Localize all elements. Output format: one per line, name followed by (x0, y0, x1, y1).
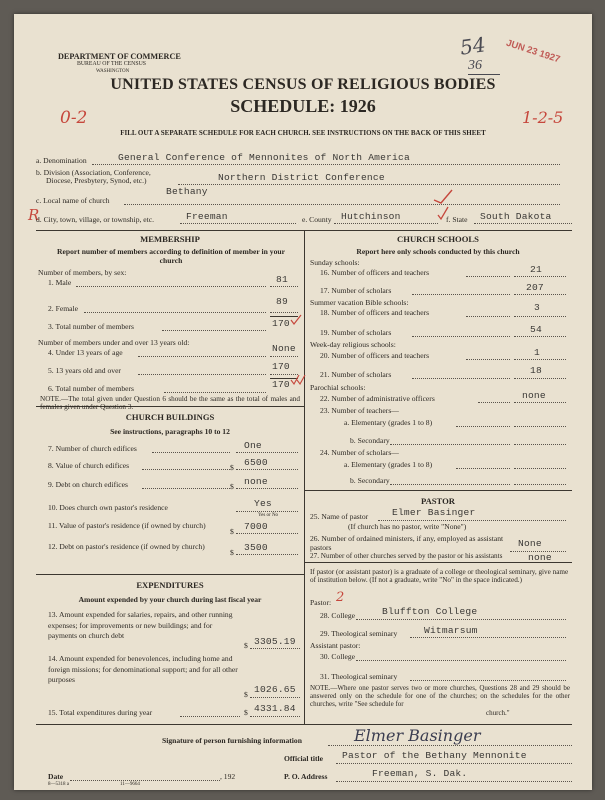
signature-label: Signature of person furnishing information (162, 736, 302, 745)
assistant-pastor-label: Assistant pastor: (310, 641, 361, 650)
q25-line (378, 520, 566, 521)
q9-line (236, 488, 298, 489)
q16-leader (466, 276, 510, 277)
denomination-label: a. Denomination (36, 156, 87, 165)
q23a-label: a. Elementary (grades 1 to 8) (344, 418, 433, 427)
q13-dollar: $ (244, 641, 248, 650)
q24b-leader (390, 484, 510, 485)
q1-value[interactable]: 81 (276, 274, 288, 285)
q29-value[interactable]: Witmarsum (424, 625, 478, 636)
q29-label: 29. Theological seminary (320, 629, 398, 638)
q22-line (514, 402, 566, 403)
state-value[interactable]: South Dakota (480, 211, 552, 222)
church-name-value[interactable]: Bethany (166, 186, 208, 197)
q28-line (356, 619, 566, 620)
q16-value[interactable]: 21 (530, 264, 542, 275)
q6-leader (164, 392, 266, 393)
q21-value[interactable]: 18 (530, 365, 542, 376)
division-label-2: Diocese, Presbytery, Synod, etc.) (46, 176, 147, 185)
signature-value[interactable]: Elmer Basinger (354, 726, 481, 745)
pastor-sub-label: Pastor: (310, 598, 332, 607)
city-value[interactable]: Freeman (186, 211, 228, 222)
q16-line (514, 276, 566, 277)
schools-heading: CHURCH SCHOOLS (397, 234, 479, 244)
left-note: 0-2 (60, 108, 88, 128)
buildings-rule (36, 574, 304, 575)
date-year: , 192 (220, 772, 236, 781)
q9-value[interactable]: none (244, 476, 268, 487)
state-label: f. State (446, 215, 468, 224)
q3-label: 3. Total number of members (48, 322, 135, 331)
address-value[interactable]: Freeman, S. Dak. (372, 768, 468, 779)
q31-line (410, 680, 566, 681)
schools-sub: Report here only schools conducted by this church (356, 247, 520, 256)
age-intro: Number of members under and over 13 years old: (38, 338, 190, 347)
q15-leader (180, 716, 240, 717)
membership-intro: Report number of members according to definition of member in your church (57, 247, 285, 265)
q18-value[interactable]: 3 (534, 302, 540, 313)
department-label: DEPARTMENT OF COMMERCE (58, 52, 181, 61)
summer-label: Summer vacation Bible schools: (310, 298, 409, 307)
bureau-label: BUREAU OF THE CENSUS (77, 61, 146, 67)
q21-line (514, 378, 566, 379)
q8-value[interactable]: 6500 (244, 457, 268, 468)
q10-hint: Yes or No (258, 513, 279, 518)
q14-value[interactable]: 1026.65 (254, 684, 296, 695)
q28-value[interactable]: Bluffton College (382, 606, 478, 617)
division-label: b. Division (Association, Conference, (36, 168, 151, 177)
q7-label: 7. Number of church edifices (48, 444, 137, 453)
q4-label: 4. Under 13 years of age (48, 348, 123, 357)
q22-leader (478, 402, 510, 403)
q24-label: 24. Number of scholars— (320, 448, 399, 457)
q24b-line (514, 484, 566, 485)
instruction-line: FILL OUT A SEPARATE SCHEDULE FOR EACH CHURCH. SEE INSTRUCTIONS ON THE BACK OF THIS SHEET (120, 129, 486, 137)
q7-value[interactable]: One (244, 440, 262, 451)
city-label: d. City, town, village, or township, etc. (36, 215, 155, 224)
q29-line (410, 637, 566, 638)
q4-value[interactable]: None (272, 343, 296, 354)
check-mark-icon (290, 374, 306, 386)
q19-line (514, 336, 566, 337)
county-label: e. County (302, 215, 332, 224)
q1-label: 1. Male (48, 278, 72, 287)
q21-leader (412, 378, 510, 379)
q6-value[interactable]: 170 (272, 379, 290, 390)
form-number: 8—5318 a (48, 782, 69, 787)
check-mark-icon (290, 314, 302, 326)
q11-label: 11. Value of pastor's residence (if owned by church) (48, 521, 206, 530)
q3-value[interactable]: 170 (272, 318, 290, 329)
q18-line (514, 316, 566, 317)
q23b-line (514, 444, 566, 445)
q23b-label: b. Secondary (350, 436, 390, 445)
parochial-label: Parochial schools: (310, 383, 366, 392)
pastor-note-end: church." (486, 709, 510, 717)
q12-value[interactable]: 3500 (244, 542, 268, 553)
census-schedule-sheet (14, 14, 592, 790)
denomination-value[interactable]: General Conference of Mennonites of North America (118, 152, 410, 163)
q21-label: 21. Number of scholars (320, 370, 392, 379)
q1-line (270, 286, 298, 287)
q22-label: 22. Number of administrative officers (320, 394, 435, 403)
q24a-line (514, 468, 566, 469)
division-value[interactable]: Northern District Conference (218, 172, 385, 183)
q23b-leader (390, 444, 510, 445)
buildings-heading: CHURCH BUILDINGS (125, 412, 215, 422)
address-line (336, 781, 572, 782)
q8-dollar: $ (230, 463, 234, 472)
q11-line (236, 533, 298, 534)
print-number: 11—9664 (120, 782, 140, 787)
q12-dollar: $ (230, 548, 234, 557)
check-mark-icon (432, 188, 454, 206)
stamp-number: 54 (458, 32, 487, 60)
q20-line (514, 359, 566, 360)
expenditures-sub: Amount expended by your church during last fiscal year (78, 595, 262, 604)
q7-line (236, 452, 298, 453)
q24a-leader (456, 468, 510, 469)
church-name-line (124, 204, 560, 205)
q23a-line (514, 426, 566, 427)
q19-label: 19. Number of scholars (320, 328, 392, 337)
q5-leader (138, 374, 266, 375)
q13-value[interactable]: 3305.19 (254, 636, 296, 647)
pastor-heading: PASTOR (420, 496, 456, 506)
weekday-label: Week-day religious schools: (310, 340, 396, 349)
q2-line (270, 312, 298, 313)
bottom-rule (36, 724, 572, 725)
address-label: P. O. Address (284, 772, 328, 781)
q24a-label: a. Elementary (grades 1 to 8) (344, 460, 433, 469)
pastor-note: NOTE.—Where one pastor serves two or more churches, Questions 28 and 29 should be answered only on the schedule for one of the churches; on the schedules for the other churches, write "See schedule for (310, 684, 570, 709)
membership-note: NOTE.—The total given under Question 6 should be the same as the total of males and females given under Question 3. (40, 395, 300, 412)
q26-value[interactable]: None (518, 538, 542, 549)
q14-dollar: $ (244, 690, 248, 699)
q10-label: 10. Does church own pastor's residence (48, 503, 168, 512)
q28-label: 28. College (320, 611, 356, 620)
q7-leader (152, 452, 230, 453)
stamp-box: 36 (468, 58, 500, 75)
church-name-label: c. Local name of church (36, 196, 110, 205)
q16-label: 16. Number of officers and teachers (320, 268, 430, 277)
q10-line (236, 511, 298, 512)
column-divider (304, 230, 305, 724)
official-title-value[interactable]: Pastor of the Bethany Mennonite (342, 750, 527, 761)
q15-label: 15. Total expenditures during year (48, 708, 153, 717)
division-line (178, 184, 560, 185)
q20-leader (466, 359, 510, 360)
q3-leader (162, 330, 266, 331)
q24b-label: b. Secondary (350, 476, 390, 485)
received-date-stamp: JUN 23 1927 (504, 37, 562, 66)
q31-label: 31. Theological seminary (320, 672, 398, 681)
q25-label: 25. Name of pastor (310, 512, 369, 521)
q27-label: 27. Number of other churches served by the pastor or his assistants (310, 552, 503, 560)
q23a-leader (456, 426, 510, 427)
county-line (334, 223, 438, 224)
q2-value[interactable]: 89 (276, 296, 288, 307)
q1-leader (76, 286, 266, 287)
q23-label: 23. Number of teachers— (320, 406, 399, 415)
q20-value[interactable]: 1 (534, 347, 540, 358)
expenditures-heading: EXPENDITURES (136, 580, 204, 590)
q19-leader (412, 336, 510, 337)
college-note: If pastor (or assistant pastor) is a graduate of a college or theological seminary, give name of institution below. (If not a graduate, write "No" in the space indicated.) (310, 568, 569, 585)
q4-line (270, 356, 298, 357)
q2-label: 2. Female (48, 304, 78, 313)
q8-leader (142, 469, 230, 470)
q17-leader (412, 294, 510, 295)
state-line (474, 223, 572, 224)
city-line (180, 223, 296, 224)
q18-label: 18. Number of officers and teachers (320, 308, 430, 317)
sunday-label: Sunday schools: (310, 258, 360, 267)
q5-label: 5. 13 years old and over (48, 366, 121, 375)
q13-label: 13. Amount expended for salaries, repairs, and other running expenses; for improvements or new buildings; and for payments on church debt (48, 610, 233, 641)
form-subtitle: SCHEDULE: 1926 (230, 96, 376, 116)
pastor-mark: 2 (336, 590, 345, 605)
q30-line (356, 660, 566, 661)
date-line (70, 780, 220, 781)
official-title-label: Official title (284, 754, 324, 763)
q20-label: 20. Number of officers and teachers (320, 351, 430, 360)
signature-line (328, 745, 572, 746)
q15-dollar: $ (244, 708, 248, 717)
form-title: UNITED STATES CENSUS OF RELIGIOUS BODIES (110, 76, 496, 93)
by-sex-label: Number of members, by sex: (38, 268, 127, 277)
q11-dollar: $ (230, 527, 234, 536)
q19-value[interactable]: 54 (530, 324, 542, 335)
q18-leader (466, 316, 510, 317)
denomination-line (92, 164, 560, 165)
q2-leader (84, 312, 266, 313)
q12-label: 12. Debt on pastor's residence (if owned by church) (48, 542, 205, 551)
membership-heading: MEMBERSHIP (140, 234, 200, 244)
q17-value[interactable]: 207 (526, 282, 544, 293)
q6-label: 6. Total number of members (48, 384, 135, 393)
q15-line (250, 716, 300, 717)
q17-line (514, 294, 566, 295)
q4-leader (138, 356, 266, 357)
q11-value[interactable]: 7000 (244, 521, 268, 532)
date-label: Date (48, 772, 64, 781)
q27-value[interactable]: none (528, 552, 552, 563)
q17-label: 17. Number of scholars (320, 286, 392, 295)
q22-value[interactable]: none (522, 390, 546, 401)
buildings-sub: See instructions, paragraphs 10 to 12 (110, 427, 230, 436)
q14-label: 14. Amount expended for benevolences, including home and foreign missions; for denominational support; and for all other purposes (48, 654, 238, 685)
right-note: 1-2-5 (522, 108, 564, 127)
q12-line (236, 554, 298, 555)
q9-leader (142, 488, 230, 489)
q9-label: 9. Debt on church edifices (48, 480, 128, 489)
q25-hint: (If church has no pastor, write "None") (348, 522, 467, 531)
q10-value[interactable]: Yes (254, 498, 272, 509)
q30-label: 30. College (320, 652, 356, 661)
q25-value[interactable]: Elmer Basinger (392, 507, 476, 518)
schools-rule (304, 490, 572, 491)
q5-value[interactable]: 170 (272, 361, 290, 372)
q9-dollar: $ (230, 482, 234, 491)
q26-label: 26. Number of ordained ministers, if any, employed as assistant pastors (310, 534, 504, 552)
q15-value[interactable]: 4331.84 (254, 703, 296, 714)
city-label: WASHINGTON (96, 69, 130, 74)
q14-line (250, 697, 300, 698)
margin-mark: R (28, 206, 40, 224)
official-title-line (336, 763, 572, 764)
county-value[interactable]: Hutchinson (341, 211, 401, 222)
q13-line (250, 648, 300, 649)
q8-label: 8. Value of church edifices (48, 461, 130, 470)
q8-line (236, 469, 298, 470)
